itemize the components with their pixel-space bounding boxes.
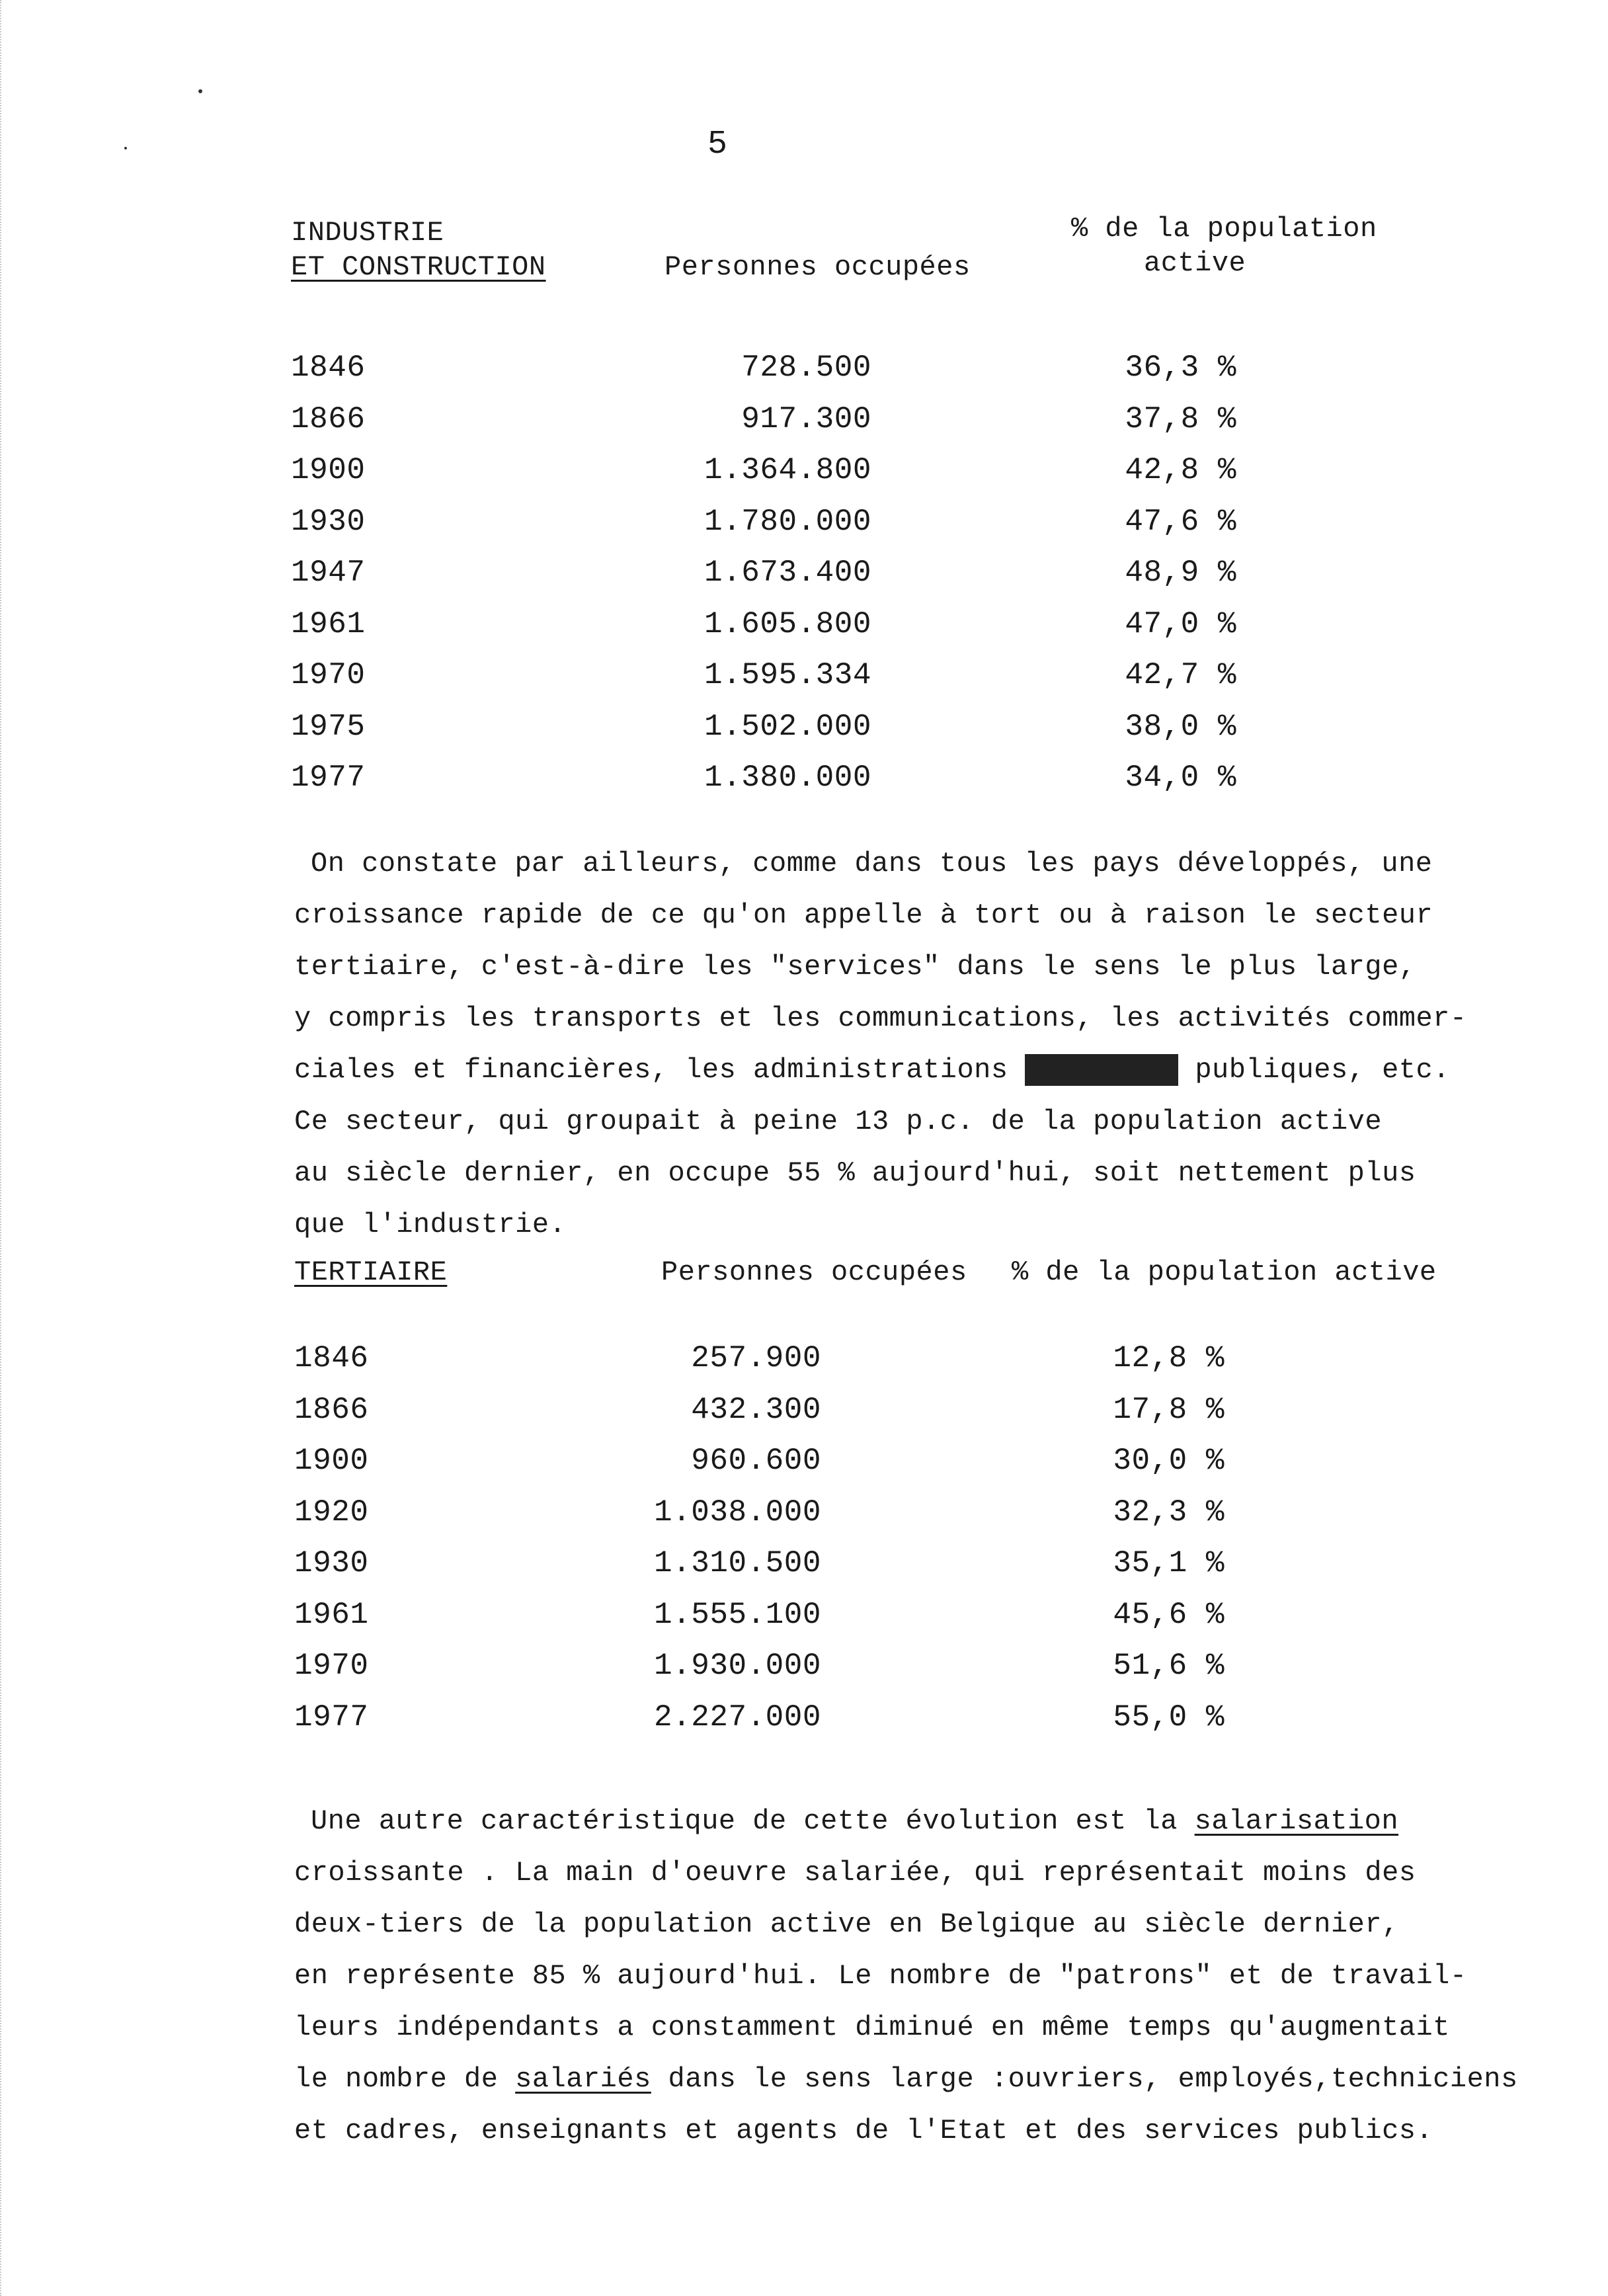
- table2-percent-cell: 30,0 %: [1113, 1444, 1225, 1478]
- struck-out-word: publiques: [1025, 1054, 1178, 1086]
- para1-line: Ce secteur, qui groupait à peine 13 p.c. de la population active: [294, 1106, 1383, 1137]
- para1-line: au siècle dernier, en occupe 55 % aujourd'hui, soit nettement plus: [294, 1157, 1416, 1189]
- table2-year-cell: 1961: [294, 1597, 369, 1632]
- para1-line: y compris les transports et les communications, les activités commer-: [294, 1003, 1467, 1034]
- para2-line: [311, 1805, 1398, 1837]
- table2-persons-cell: 1.930.000: [654, 1649, 821, 1683]
- table2-year-cell: 1900: [294, 1444, 369, 1478]
- para1-line: croissance rapide de ce qu'on appelle à tort ou à raison le secteur: [294, 899, 1433, 931]
- table1-header-persons: Personnes occupées: [664, 251, 971, 283]
- table2-year-cell: 1920: [294, 1495, 369, 1530]
- para2-line: leurs indépendants a constamment diminué en même temps qu'augmentait: [294, 2012, 1450, 2043]
- para1-line: que l'industrie.: [294, 1209, 567, 1241]
- table1-persons-cell: 1.380.000: [704, 760, 871, 795]
- table1-percent-cell: 38,0 %: [1125, 709, 1236, 744]
- table1-percent-cell: 47,0 %: [1125, 606, 1236, 641]
- table1-percent-cell: 34,0 %: [1125, 760, 1236, 795]
- underlined-word-salarisation: salarisation: [1194, 1805, 1399, 1837]
- para1-line: tertiaire, c'est-à-dire les "services" dans le sens le plus large,: [294, 951, 1416, 983]
- scan-speck: [198, 89, 202, 93]
- table1-persons-cell: 1.364.800: [704, 453, 871, 487]
- table2-percent-cell: 45,6 %: [1113, 1597, 1225, 1632]
- table2-persons-cell: 2.227.000: [654, 1700, 821, 1735]
- para2-line1-pre: Une autre caractéristique de cette évolution est la: [311, 1805, 1195, 1837]
- para2-line: croissante . La main d'oeuvre salariée, qui représentait moins des: [294, 1857, 1416, 1889]
- table2-year-cell: 1846: [294, 1341, 369, 1375]
- table2-year-cell: 1977: [294, 1700, 369, 1735]
- table1-header-percent-line2: active: [1144, 247, 1246, 279]
- table1-persons-cell: 1.605.800: [704, 606, 871, 641]
- page-number: 5: [707, 126, 728, 163]
- para2-line: [294, 2063, 1518, 2095]
- table2-year-cell: 1866: [294, 1392, 369, 1427]
- table1-year-cell: 1900: [291, 453, 366, 487]
- table1-header-col1-line2: ET CONSTRUCTION: [291, 251, 546, 283]
- table1-header-percent-line1: % de la population: [1071, 213, 1377, 245]
- para2-line: et cadres, enseignants et agents de l'Etat et des services publics.: [294, 2115, 1433, 2147]
- table1-year-cell: 1977: [291, 760, 366, 795]
- table2-percent-cell: 12,8 %: [1113, 1341, 1225, 1375]
- table1-percent-cell: 47,6 %: [1125, 504, 1236, 539]
- table1-year-cell: 1930: [291, 504, 366, 539]
- table2-percent-cell: 35,1 %: [1113, 1546, 1225, 1580]
- table2-persons-cell: 432.300: [691, 1392, 821, 1427]
- table1-persons-cell: 917.300: [741, 401, 871, 436]
- table2-persons-cell: 1.555.100: [654, 1597, 821, 1632]
- table2-percent-cell: 51,6 %: [1113, 1649, 1225, 1683]
- table2-persons-cell: 960.600: [691, 1444, 821, 1478]
- table1-header-col1-line1: INDUSTRIE: [291, 217, 444, 249]
- table2-header-col1: TERTIAIRE: [294, 1256, 448, 1288]
- table2-percent-cell: 17,8 %: [1113, 1392, 1225, 1427]
- para1-line: [294, 1054, 1450, 1086]
- table1-percent-cell: 37,8 %: [1125, 401, 1236, 436]
- scan-speck: [124, 147, 127, 149]
- table1-percent-cell: 42,8 %: [1125, 453, 1236, 487]
- para2-line6-pre: le nombre de: [294, 2063, 516, 2095]
- table2-year-cell: 1970: [294, 1649, 369, 1683]
- table1-year-cell: 1975: [291, 709, 366, 744]
- table1-percent-cell: 36,3 %: [1125, 350, 1236, 385]
- para2-line6-post: dans le sens large :ouvriers, employés,techniciens: [651, 2063, 1518, 2095]
- table2-header-persons: Personnes occupées: [661, 1256, 967, 1288]
- table1-percent-cell: 48,9 %: [1125, 555, 1236, 590]
- table1-year-cell: 1961: [291, 606, 366, 641]
- table2-header-percent: % de la population active: [1012, 1256, 1437, 1288]
- table1-persons-cell: 1.673.400: [704, 555, 871, 590]
- table1-year-cell: 1866: [291, 401, 366, 436]
- para2-line: en représente 85 % aujourd'hui. Le nombre de "patrons" et de travail-: [294, 1960, 1467, 1992]
- table2-percent-cell: 32,3 %: [1113, 1495, 1225, 1530]
- table2-percent-cell: 55,0 %: [1113, 1700, 1225, 1735]
- underlined-word-salaries: salariés: [515, 2063, 651, 2095]
- table1-persons-cell: 1.780.000: [704, 504, 871, 539]
- page-edge: [0, 0, 3, 2296]
- table2-year-cell: 1930: [294, 1546, 369, 1580]
- table2-persons-cell: 257.900: [691, 1341, 821, 1375]
- table2-persons-cell: 1.038.000: [654, 1495, 821, 1530]
- para1-line5-text: ciales et financières, les administrations: [294, 1054, 1008, 1086]
- table1-year-cell: 1947: [291, 555, 366, 590]
- table2-persons-cell: 1.310.500: [654, 1546, 821, 1580]
- para1-line5-tail: publiques, etc.: [1178, 1054, 1450, 1086]
- para1-line: On constate par ailleurs, comme dans tous les pays développés, une: [311, 848, 1433, 880]
- table1-year-cell: 1970: [291, 658, 366, 692]
- table1-persons-cell: 1.595.334: [704, 658, 871, 692]
- table1-year-cell: 1846: [291, 350, 366, 385]
- table1-percent-cell: 42,7 %: [1125, 658, 1236, 692]
- table1-persons-cell: 728.500: [741, 350, 871, 385]
- table1-persons-cell: 1.502.000: [704, 709, 871, 744]
- para2-line: deux-tiers de la population active en Belgique au siècle dernier,: [294, 1908, 1399, 1940]
